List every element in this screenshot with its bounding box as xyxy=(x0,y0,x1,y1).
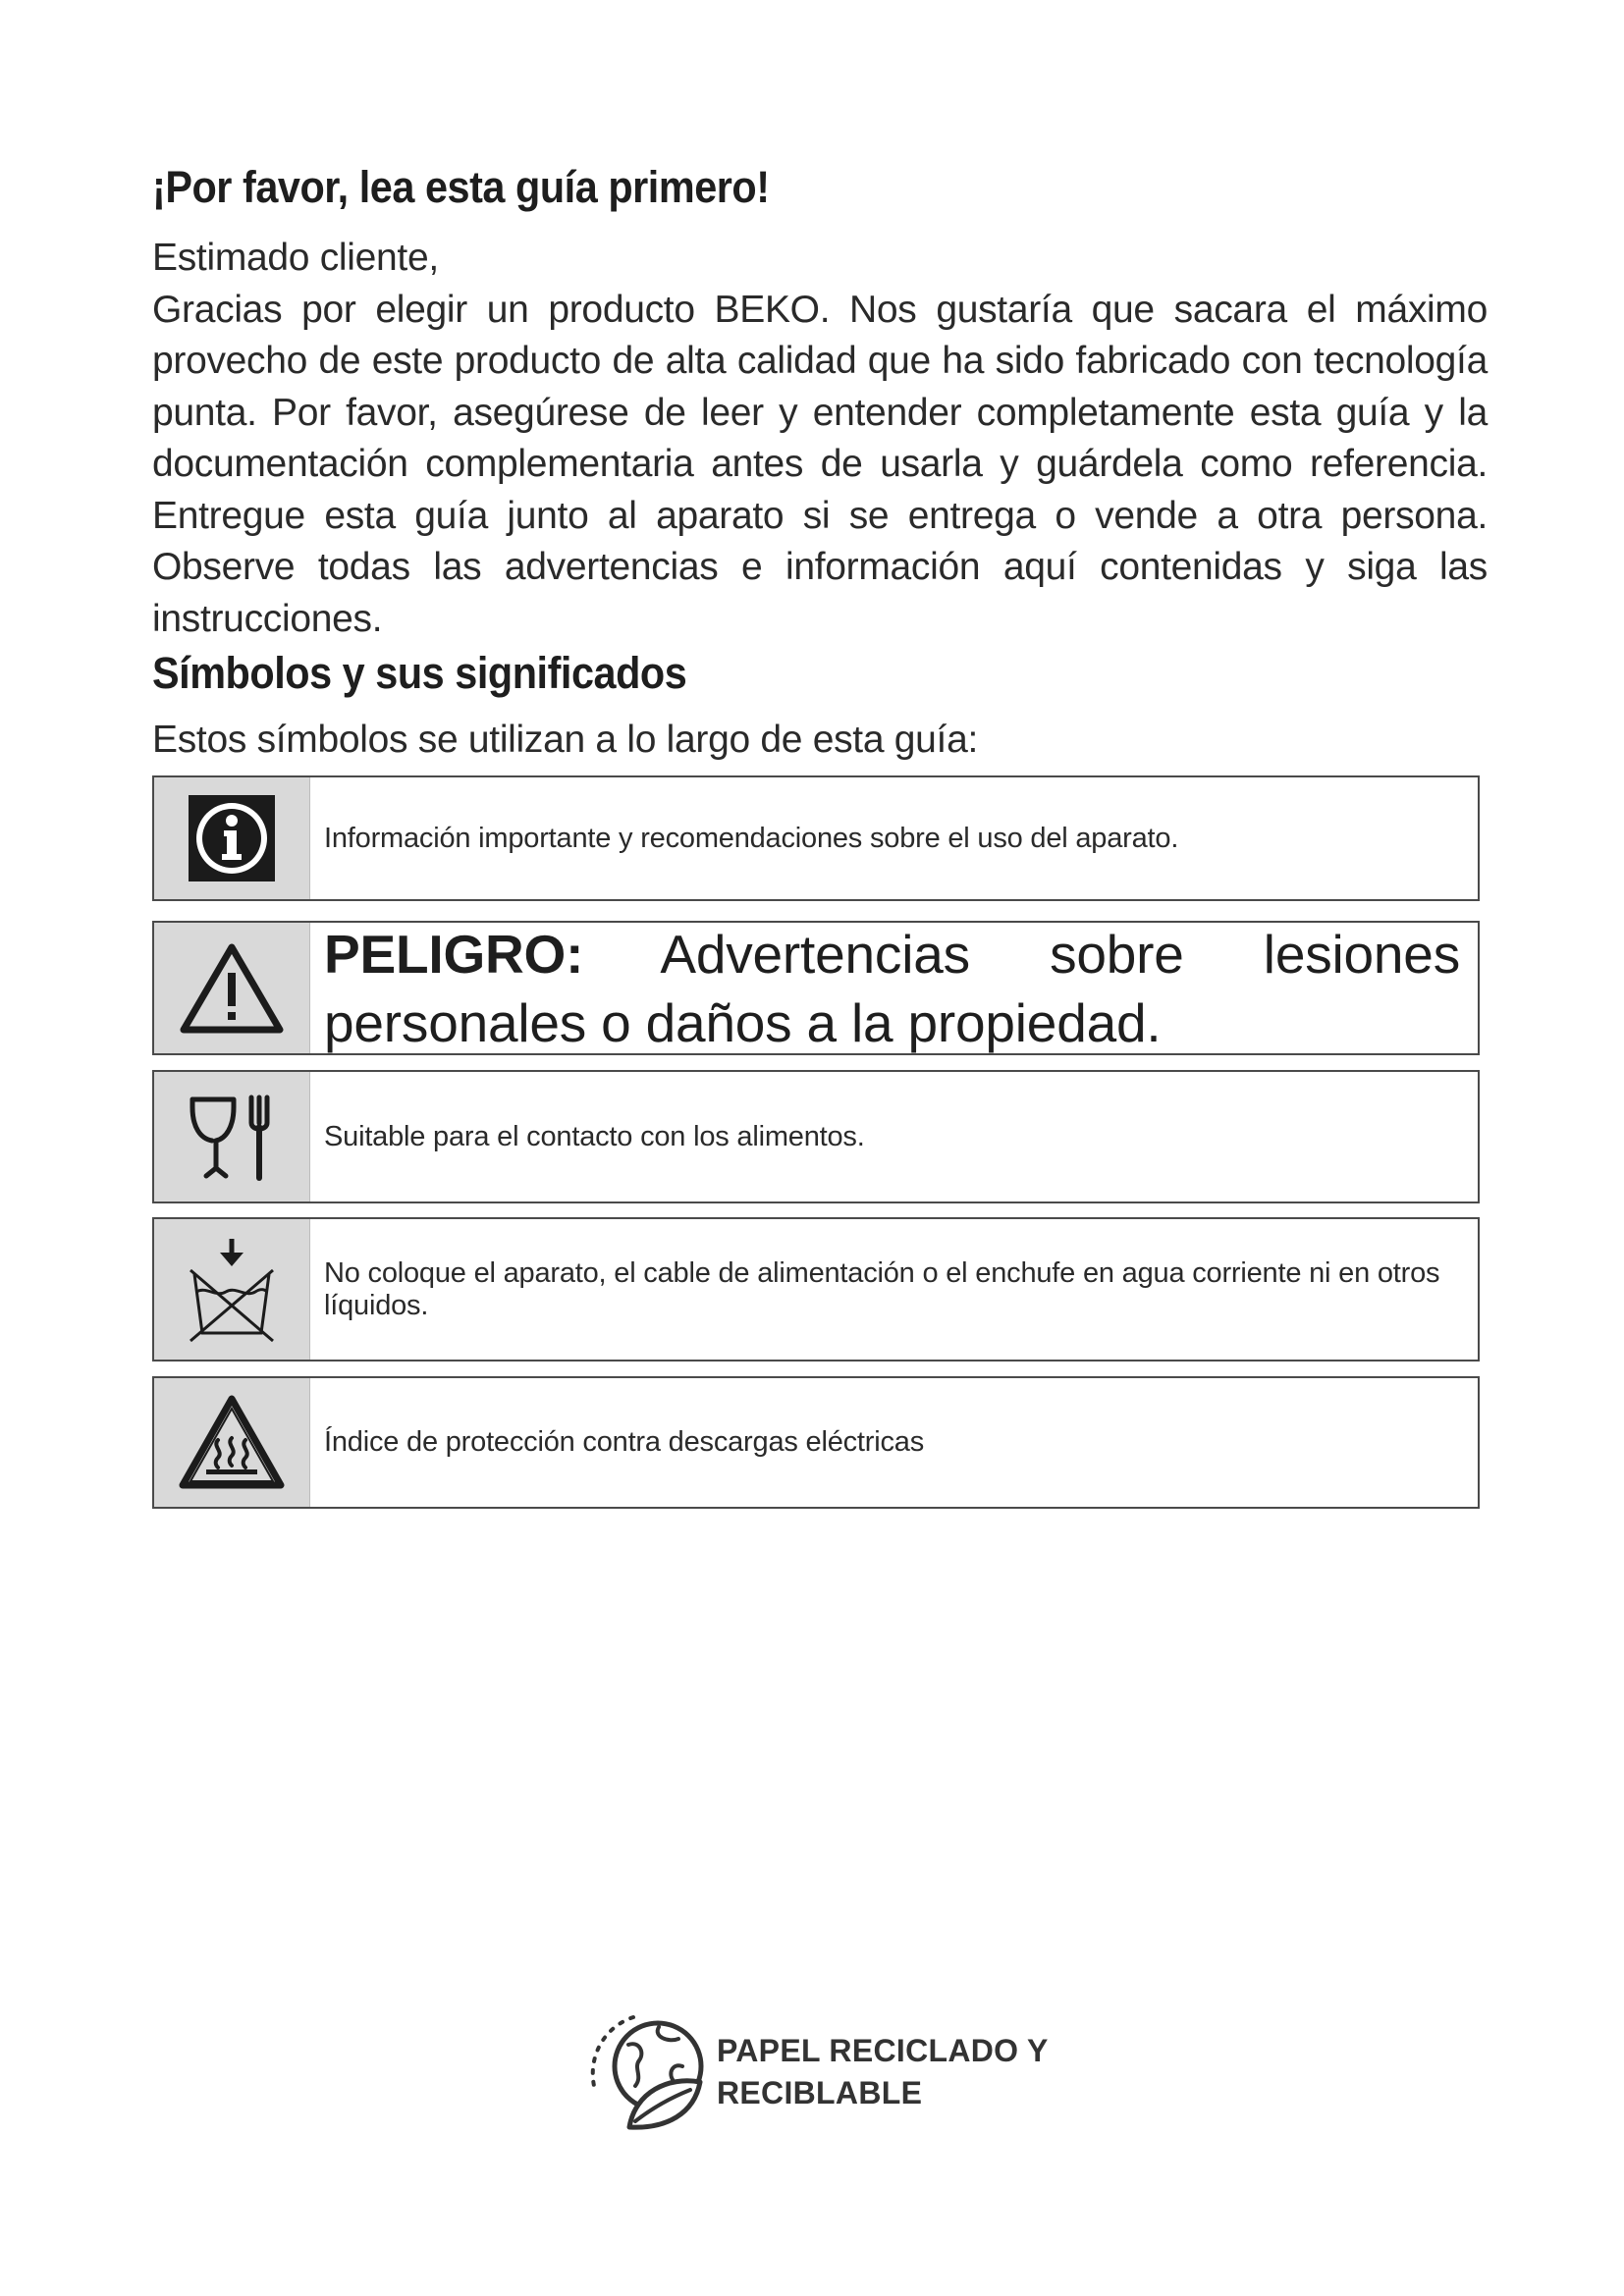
intro-greeting: Estimado cliente, xyxy=(152,237,439,279)
symbol-text-hot: Índice de protección contra descargas eléctricas xyxy=(324,1426,925,1458)
symbols-title: Símbolos y sus significados xyxy=(152,648,687,698)
symbol-row-food xyxy=(152,1070,1480,1203)
intro-title: ¡Por favor, lea esta guía primero! xyxy=(152,162,770,212)
danger-label: PELIGRO: xyxy=(324,923,584,985)
no-water-immersion-icon xyxy=(154,1219,310,1360)
intro-body: Gracias por elegir un producto BEKO. Nos gustaría que sacara el máximo provecho de este producto de alta calidad que ha sido fabricado con tecnología punta. Por favor, asegúrese de leer y entender completamente esta guía y la documentación complementaria antes de usarla y guárdela como referencia. Entregue esta guía junto al aparato si se entrega o vende a otra persona. Observe todas las advertencias e información aquí contenidas y siga las instrucciones. xyxy=(152,288,1488,640)
info-icon xyxy=(154,777,310,899)
symbol-text-water: No coloque el aparato, el cable de alimentación o el enchufe en agua corriente ni en otros líquidos. xyxy=(324,1256,1440,1321)
warning-triangle-icon xyxy=(154,923,310,1053)
hot-surface-icon xyxy=(154,1378,310,1507)
intro-section xyxy=(152,233,1488,645)
recycled-paper-line2: RECIBLABLE xyxy=(717,2075,923,2110)
symbol-row-info xyxy=(152,775,1480,901)
symbol-row-danger xyxy=(152,921,1480,1055)
danger-description: Advertencias sobre lesiones personales o daños a la propiedad. xyxy=(324,923,1460,1053)
symbol-text-food: Suitable para el contacto con los alimentos. xyxy=(324,1120,865,1152)
food-contact-icon xyxy=(154,1072,310,1201)
symbol-text-info: Información importante y recomendaciones sobre el uso del aparato. xyxy=(324,822,1179,854)
symbol-text-danger xyxy=(310,923,1478,1053)
symbols-lead: Estos símbolos se utilizan a lo largo de esta guía: xyxy=(152,719,979,761)
recycled-paper-line1: PAPEL RECICLADO Y xyxy=(717,2033,1049,2068)
symbol-row-hot xyxy=(152,1376,1480,1509)
recycled-paper-label xyxy=(717,2030,1049,2114)
symbol-row-water xyxy=(152,1217,1480,1362)
